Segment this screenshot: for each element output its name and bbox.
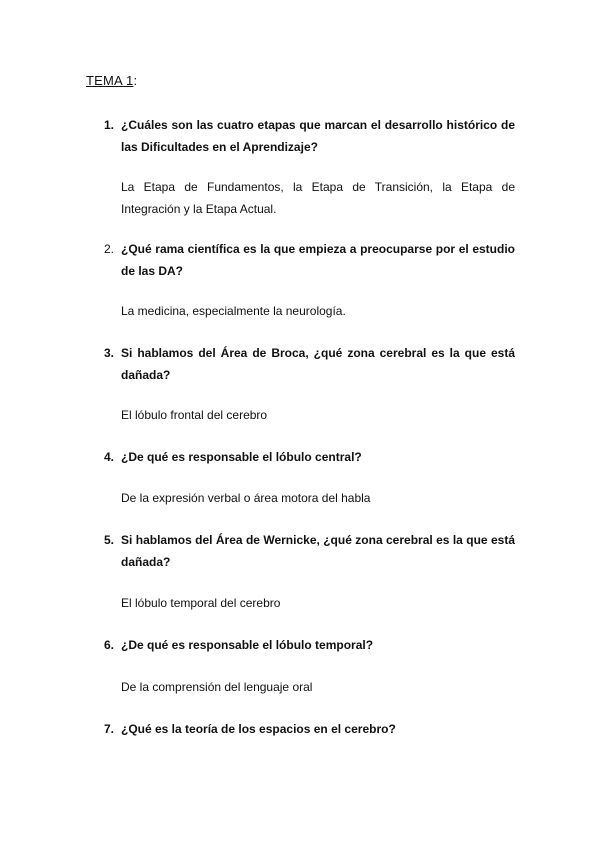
question-text: ¿Qué rama científica es la que empieza a preocuparse por el estudio de las DA? — [121, 242, 515, 278]
question-number: 3. — [104, 346, 115, 360]
answer-1: La Etapa de Fundamentos, la Etapa de Transición, la Etapa de Integración y la Etapa Actual. — [121, 180, 515, 216]
question-text: ¿Qué es la teoría de los espacios en el cerebro? — [121, 722, 396, 736]
question-number: 5. — [104, 533, 115, 547]
question-text: ¿Cuáles son las cuatro etapas que marcan el desarrollo histórico de las Dificultades en el Aprendizaje? — [121, 118, 515, 154]
question-number: 6. — [104, 638, 115, 652]
question-7 — [104, 718, 515, 740]
answer-5: El lóbulo temporal del cerebro — [121, 596, 281, 610]
question-number: 2. — [104, 242, 115, 256]
question-number: 1. — [104, 118, 115, 132]
question-text: ¿De qué es responsable el lóbulo temporal? — [121, 638, 374, 652]
page-title — [86, 73, 137, 88]
answer-2: La medicina, especialmente la neurología. — [121, 304, 346, 318]
question-1 — [104, 114, 515, 158]
question-4 — [104, 446, 515, 468]
question-3 — [104, 342, 515, 386]
question-text: Si hablamos del Área de Broca, ¿qué zona cerebral es la que está dañada? — [121, 346, 515, 382]
question-text: ¿De qué es responsable el lóbulo central? — [121, 450, 362, 464]
question-6 — [104, 634, 515, 656]
answer-4: De la expresión verbal o área motora del habla — [121, 491, 371, 505]
question-text: Si hablamos del Área de Wernicke, ¿qué zona cerebral es la que está dañada? — [121, 533, 515, 569]
answer-3: El lóbulo frontal del cerebro — [121, 408, 268, 422]
question-number: 4. — [104, 450, 115, 464]
title-suffix: : — [133, 73, 138, 88]
question-2 — [104, 238, 515, 282]
title-label: TEMA 1 — [86, 73, 134, 88]
question-5 — [104, 529, 515, 573]
answer-6: De la comprensión del lenguaje oral — [121, 680, 313, 694]
question-number: 7. — [104, 722, 115, 736]
